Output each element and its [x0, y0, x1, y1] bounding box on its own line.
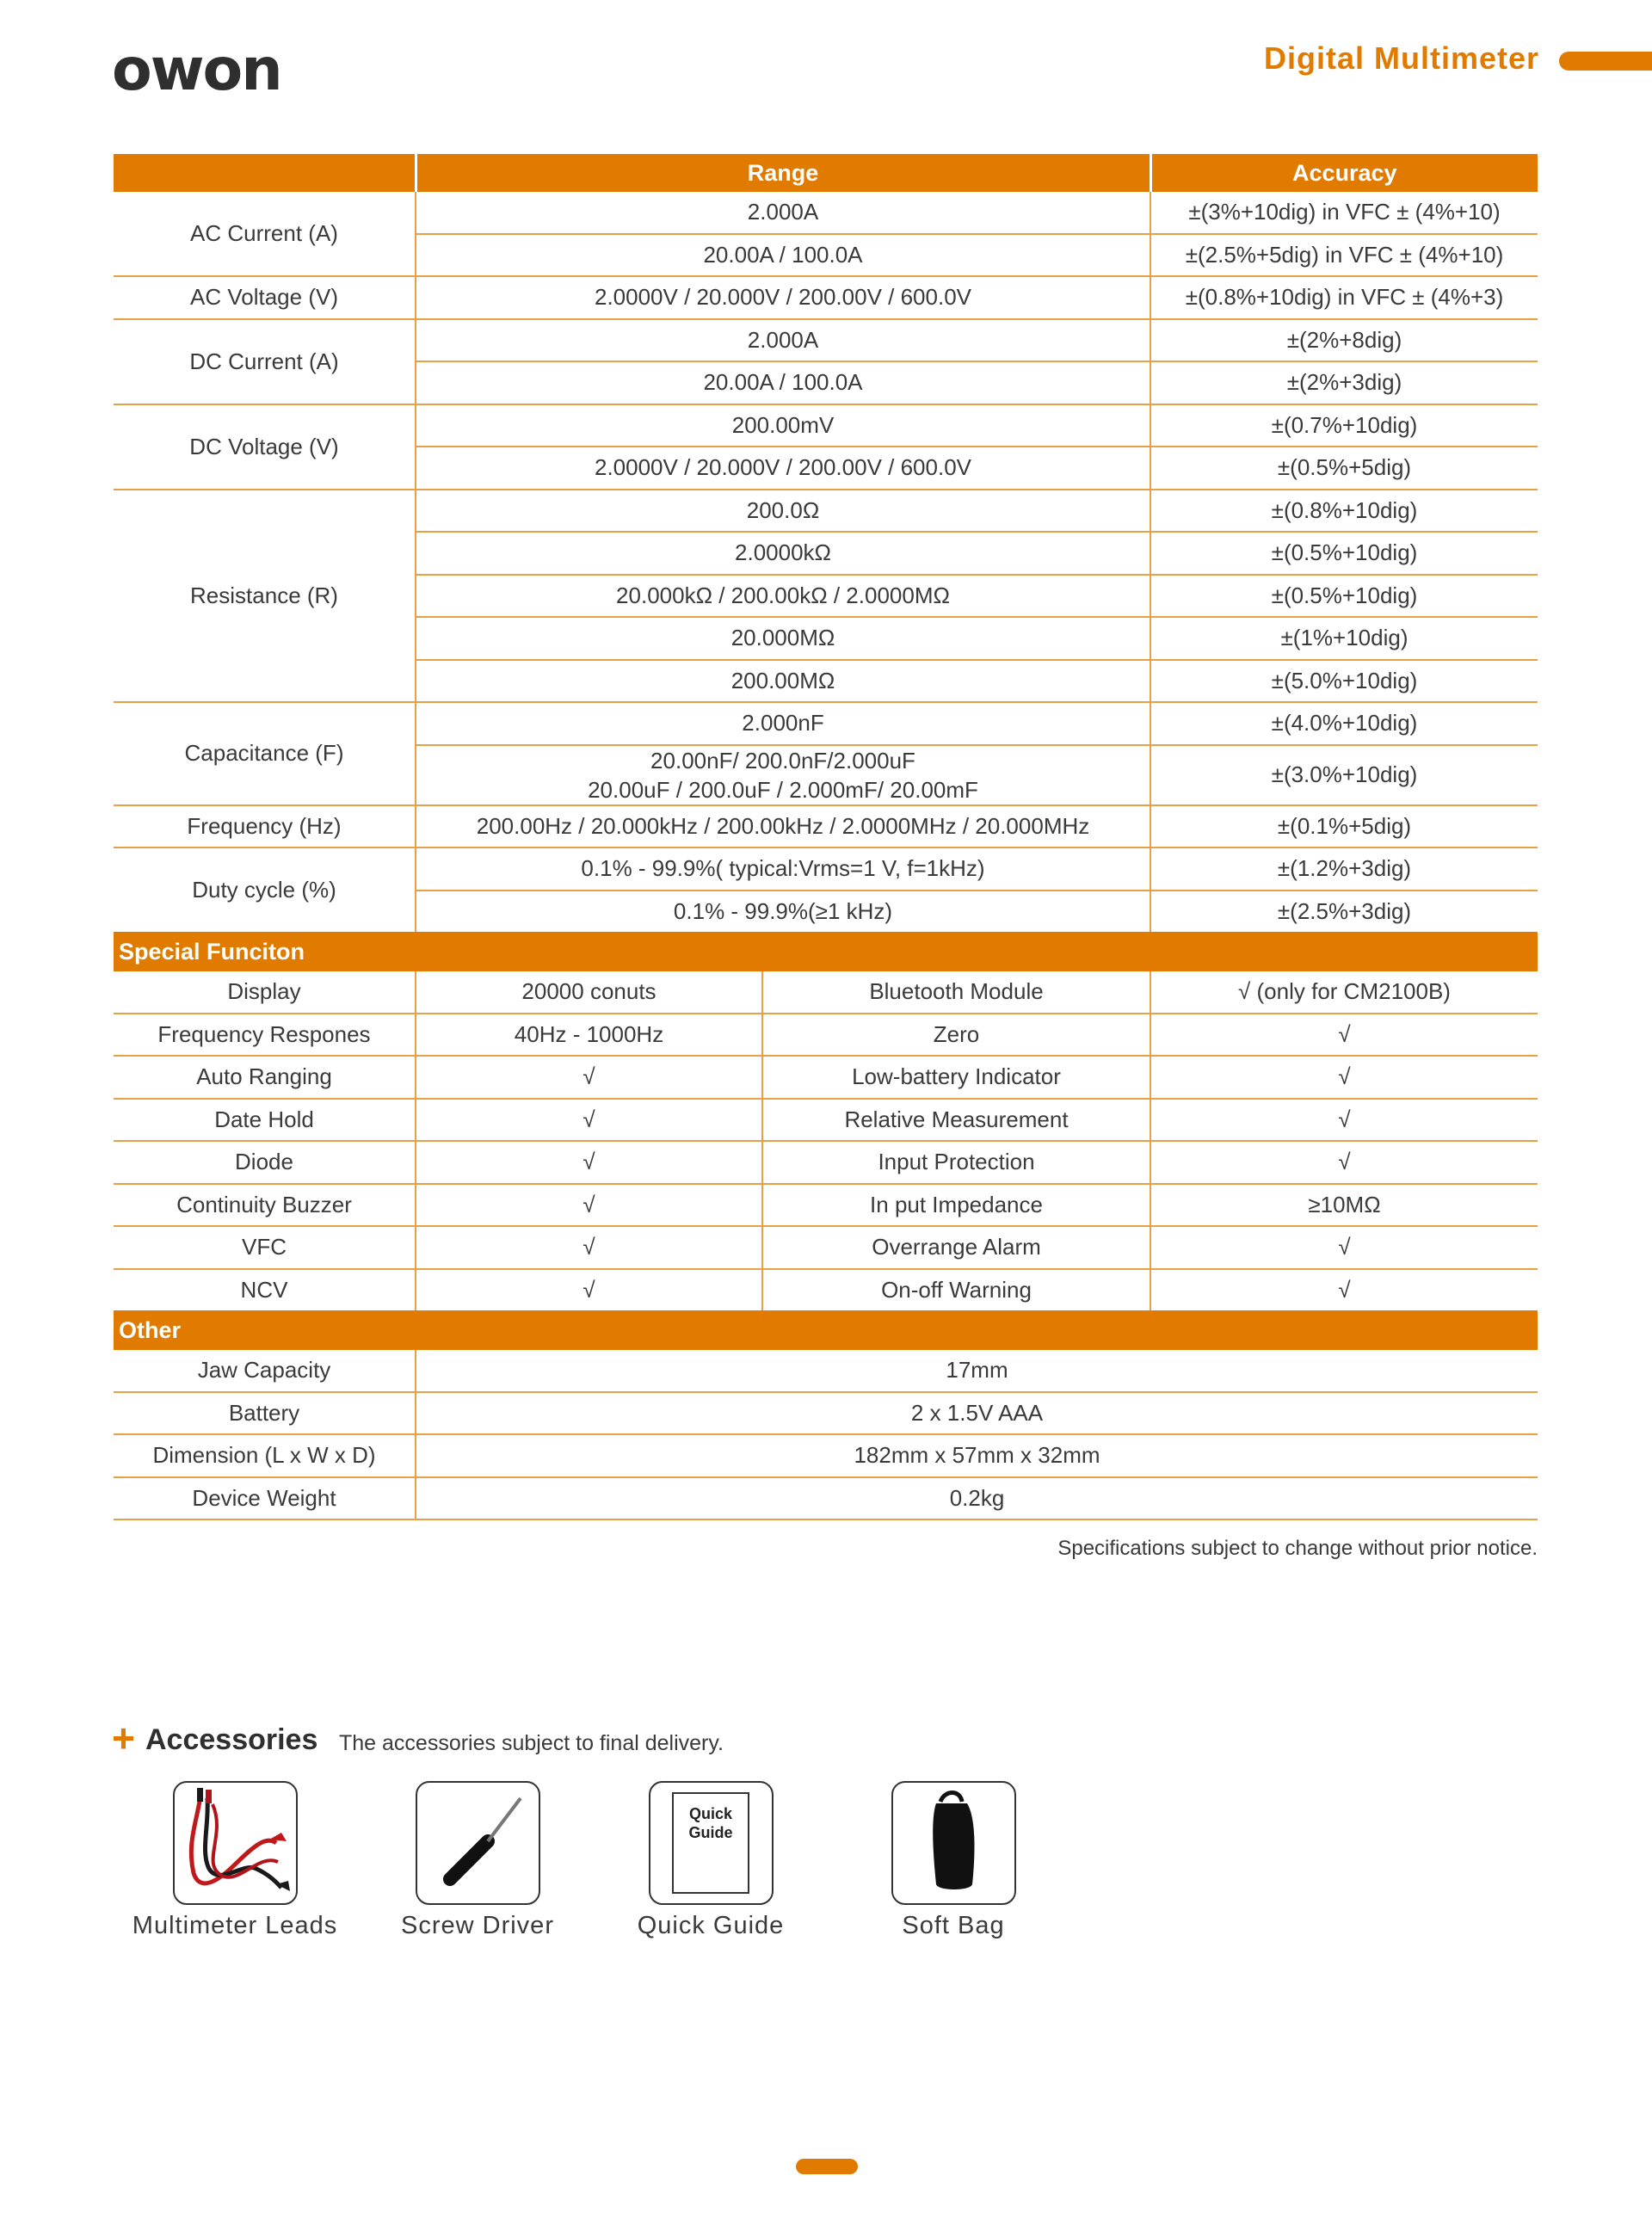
accessory-label: Multimeter Leads [132, 1912, 338, 1939]
table-row [114, 1350, 1538, 1392]
other-label: Battery [114, 1392, 416, 1435]
table-row [114, 192, 1538, 234]
table-row [114, 1014, 1538, 1057]
title-accent-bar [1559, 52, 1652, 71]
param-label: Frequency (Hz) [114, 805, 416, 848]
table-row [114, 1226, 1538, 1269]
range-cell: 200.0Ω [416, 490, 1150, 533]
accuracy-cell: ±(0.8%+10dig) [1150, 490, 1538, 533]
feature-label: Input Protection [762, 1141, 1150, 1184]
range-cell: 2.0000V / 20.000V / 200.00V / 600.0V [416, 447, 1150, 490]
accessory-label: Soft Bag [902, 1912, 1005, 1939]
table-row [114, 1269, 1538, 1311]
accessory-multimeter-leads [114, 1781, 355, 1940]
table-row [114, 276, 1538, 319]
feature-label: Continuity Buzzer [114, 1184, 416, 1227]
accuracy-cell: ±(2.5%+3dig) [1150, 891, 1538, 933]
feature-value: √ [416, 1269, 762, 1311]
other-label: Device Weight [114, 1477, 416, 1520]
other-value: 2 x 1.5V AAA [416, 1392, 1538, 1435]
table-row [114, 1056, 1538, 1099]
feature-value: √ [1150, 1269, 1538, 1311]
other-value: 0.2kg [416, 1477, 1538, 1520]
other-heading: Other [114, 1310, 1538, 1350]
feature-value: √ [1150, 1099, 1538, 1142]
feature-value: √ (only for CM2100B) [1150, 971, 1538, 1014]
feature-value: √ [416, 1056, 762, 1099]
accuracy-cell: ±(0.7%+10dig) [1150, 404, 1538, 447]
feature-label: Date Hold [114, 1099, 416, 1142]
feature-label: On-off Warning [762, 1269, 1150, 1311]
screwdriver-icon [416, 1781, 540, 1905]
feature-value: ≥10MΩ [1150, 1184, 1538, 1227]
other-value: 182mm x 57mm x 32mm [416, 1434, 1538, 1477]
range-line: 20.00uF / 200.0uF / 2.000mF/ 20.00mF [588, 776, 978, 803]
table-row [114, 971, 1538, 1014]
range-cell: 2.0000kΩ [416, 532, 1150, 575]
feature-value: √ [416, 1226, 762, 1269]
param-label: Capacitance (F) [114, 702, 416, 805]
table-row [114, 1184, 1538, 1227]
accessory-soft-bag [833, 1781, 1074, 1940]
quick-guide-cover-line1: Quick [688, 1805, 732, 1822]
param-label: AC Current (A) [114, 192, 416, 276]
range-cell: 20.00A / 100.0A [416, 234, 1150, 277]
accuracy-cell: ±(0.1%+5dig) [1150, 805, 1538, 848]
accuracy-cell: ±(0.5%+10dig) [1150, 532, 1538, 575]
accuracy-cell: ±(2%+8dig) [1150, 319, 1538, 362]
table-row [114, 1392, 1538, 1435]
feature-value: 40Hz - 1000Hz [416, 1014, 762, 1057]
range-cell: 200.00mV [416, 404, 1150, 447]
feature-value: √ [416, 1184, 762, 1227]
range-cell: 200.00Hz / 20.000kHz / 200.00kHz / 2.0000MHz / 20.000MHz [416, 805, 1150, 848]
feature-value: √ [416, 1099, 762, 1142]
quick-guide-icon [649, 1781, 774, 1905]
range-cell: 2.000A [416, 319, 1150, 362]
feature-label: NCV [240, 1276, 288, 1303]
feature-label: Auto Ranging [114, 1056, 416, 1099]
range-cell: 2.000nF [416, 702, 1150, 745]
section-header-row [114, 1310, 1538, 1350]
accessory-screw-driver [357, 1781, 598, 1940]
accuracy-cell: ±(0.8%+10dig) in VFC ± (4%+3) [1150, 276, 1538, 319]
accuracy-cell: ±(0.5%+5dig) [1150, 447, 1538, 490]
accuracy-cell: ±(3.0%+10dig) [1150, 745, 1538, 805]
range-cell: 2.000A [416, 192, 1150, 234]
param-label: Resistance (R) [114, 490, 416, 703]
range-cell: 200.00MΩ [416, 660, 1150, 703]
accuracy-cell: ±(2%+3dig) [1150, 361, 1538, 404]
other-label: Dimension (L x W x D) [114, 1434, 416, 1477]
accuracy-cell: ±(0.5%+10dig) [1150, 575, 1538, 618]
table-row [114, 490, 1538, 533]
feature-label: Diode [114, 1141, 416, 1184]
table-row [114, 805, 1538, 848]
table-header-row [114, 154, 1538, 192]
table-row [114, 702, 1538, 745]
soft-bag-icon [891, 1781, 1016, 1905]
disclaimer-note: Specifications subject to change without prior notice. [1057, 1537, 1538, 1560]
feature-value: √ [1150, 1226, 1538, 1269]
accuracy-cell: ±(3%+10dig) in VFC ± (4%+10) [1150, 192, 1538, 234]
table-row [114, 1477, 1538, 1520]
feature-label: Low-battery Indicator [762, 1056, 1150, 1099]
table-row [114, 404, 1538, 447]
header-blank-cell [114, 154, 416, 192]
page-indicator [796, 2159, 858, 2174]
feature-label: Frequency Respones [114, 1014, 416, 1057]
accessories-subtitle: The accessories subject to final delivery. [339, 1731, 724, 1755]
plus-icon: + [112, 1716, 135, 1760]
table-row [114, 847, 1538, 891]
section-header-row [114, 932, 1538, 971]
quick-guide-cover-line2: Guide [687, 1824, 733, 1841]
range-line: 20.00nF/ 200.0nF/2.000uF [650, 747, 915, 774]
feature-value: √ [416, 1141, 762, 1184]
header-range: Range [416, 154, 1150, 192]
feature-label: Zero [762, 1014, 1150, 1057]
feature-value: 20000 conuts [416, 971, 762, 1014]
feature-label: Display [114, 971, 416, 1014]
feature-label: VFC [114, 1226, 416, 1269]
param-label: DC Voltage (V) [114, 404, 416, 490]
header-accuracy: Accuracy [1150, 154, 1538, 192]
accuracy-cell: ±(4.0%+10dig) [1150, 702, 1538, 745]
table-row [114, 1141, 1538, 1184]
owon-logo: owon [112, 36, 281, 104]
range-cell: 20.00A / 100.0A [416, 361, 1150, 404]
table-row [114, 319, 1538, 362]
feature-label: Relative Measurement [762, 1099, 1150, 1142]
param-label: Duty cycle (%) [192, 877, 336, 903]
accuracy-cell: ±(5.0%+10dig) [1150, 660, 1538, 703]
accuracy-cell: ±(1%+10dig) [1150, 617, 1538, 660]
param-label: DC Current (A) [114, 319, 416, 404]
document-title: Digital Multimeter [1263, 40, 1539, 76]
range-cell: 20.000kΩ / 200.00kΩ / 2.0000MΩ [416, 575, 1150, 618]
accessories-title: Accessories [145, 1723, 318, 1756]
range-cell: 0.1% - 99.9%(≥1 kHz) [416, 891, 1150, 933]
param-label: AC Voltage (V) [114, 276, 416, 319]
accessory-quick-guide [590, 1781, 831, 1940]
range-cell [416, 745, 1150, 805]
accessory-label: Quick Guide [637, 1912, 785, 1939]
feature-value: √ [1150, 1141, 1538, 1184]
specification-table [114, 154, 1538, 1520]
test-leads-icon [173, 1781, 298, 1905]
range-cell: 2.0000V / 20.000V / 200.00V / 600.0V [416, 276, 1150, 319]
accuracy-cell: ±(2.5%+5dig) in VFC ± (4%+10) [1150, 234, 1538, 277]
other-value: 17mm [416, 1350, 1538, 1392]
feature-value: √ [1150, 1056, 1538, 1099]
special-function-heading: Special Funciton [114, 932, 1538, 971]
feature-label: Overrange Alarm [762, 1226, 1150, 1269]
accuracy-cell: ±(1.2%+3dig) [1150, 847, 1538, 891]
feature-value: √ [1150, 1014, 1538, 1057]
other-label: Jaw Capacity [114, 1350, 416, 1392]
feature-label: Bluetooth Module [762, 971, 1150, 1014]
table-row [114, 1099, 1538, 1142]
table-row [114, 1434, 1538, 1477]
feature-label: In put Impedance [762, 1184, 1150, 1227]
accessory-label: Screw Driver [401, 1912, 554, 1939]
range-cell: 0.1% - 99.9%( typical:Vrms=1 V, f=1kHz) [416, 847, 1150, 891]
range-cell: 20.000MΩ [416, 617, 1150, 660]
